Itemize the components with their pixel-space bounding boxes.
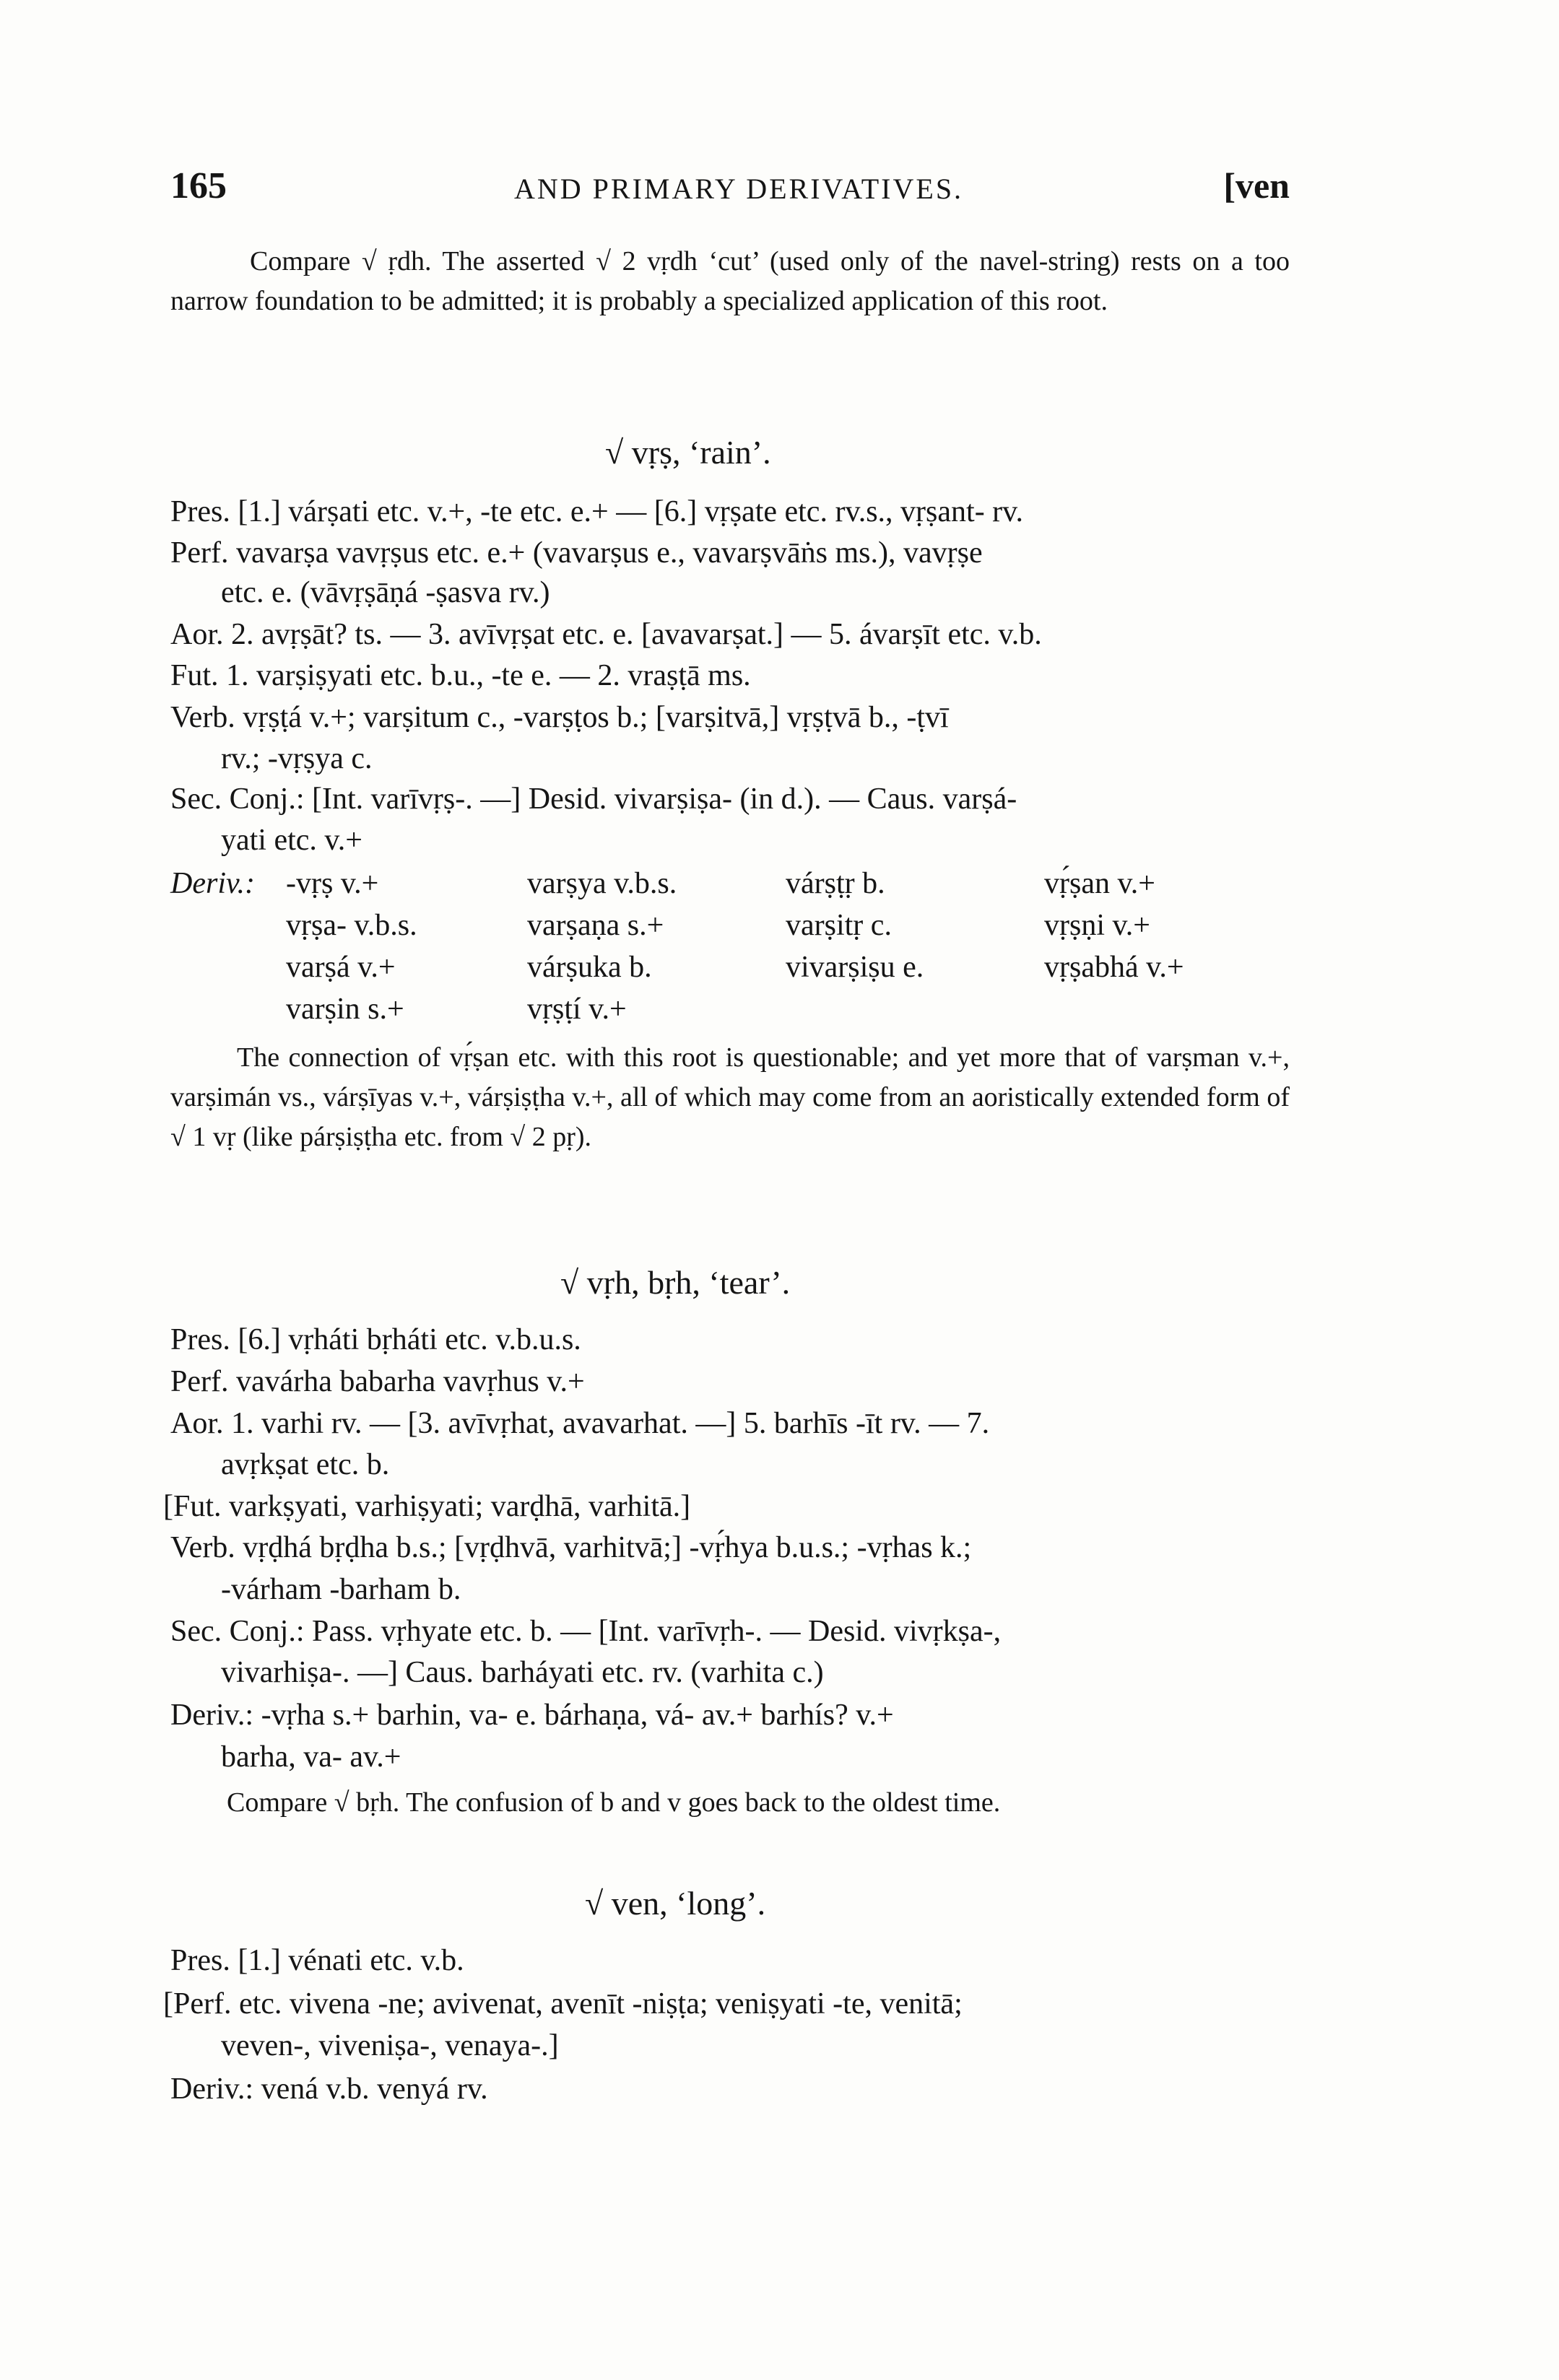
vrs-aorist: Aor. 2. avṛṣāt? ts. — 3. avīvṛṣat etc. e. [avavarṣat.] — 5. ávarṣīt etc. v.b.: [170, 618, 1042, 651]
vrh-future: [Fut. varkṣyati, varhiṣyati; varḍhā, varhitā.]: [163, 1490, 691, 1523]
ven-perfect-cont: veven-, viveniṣa-, venaya-.]: [221, 2029, 559, 2062]
running-headword: [ven: [1223, 165, 1290, 206]
deriv-cell: varṣaṇa s.+: [527, 909, 664, 942]
deriv-cell: -vṛṣ v.+: [286, 867, 379, 900]
vrh-aorist: Aor. 1. varhi rv. — [3. avīvṛhat, avavarhat. —] 5. barhīs -īt rv. — 7.: [170, 1407, 990, 1440]
deriv-cell: vṛṣṇi v.+: [1044, 909, 1150, 942]
deriv-cell: vṛṣabhá v.+: [1044, 951, 1184, 984]
deriv-cell: várṣuka b.: [527, 951, 652, 984]
deriv-cell: vṛṣa- v.b.s.: [286, 909, 417, 942]
vrs-note: The connection of vṛ́ṣan etc. with this root is questionable; and yet more that of varṣman v.+, varṣimán vs., várṣīyas v.+, várṣiṣṭha v.+, all of which may come from an aoristically extended form of √ 1 vṛ (like párṣiṣṭha etc. from √ 2 pṛ).: [170, 1042, 1290, 1152]
vrh-present: Pres. [6.] vṛháti bṛháti etc. v.b.u.s.: [170, 1323, 581, 1356]
vrh-secondary-cont: vivarhiṣa-. —] Caus. barháyati etc. rv. (varhita c.): [221, 1656, 824, 1689]
vrs-deriv-label: Deriv.:: [170, 867, 255, 900]
deriv-cell: varṣitṛ c.: [786, 909, 892, 942]
deriv-cell: varṣya v.b.s.: [527, 867, 677, 900]
vrs-perfect: Perf. vavarṣa vavṛṣus etc. e.+ (vavarṣus e., vavarṣvāṅs ms.), vavṛṣe: [170, 536, 983, 570]
ven-perfect: [Perf. etc. vivena -ne; avivenat, avenīt -niṣṭa; veniṣyati -te, venitā;: [163, 1987, 963, 2021]
ven-present: Pres. [1.] vénati etc. v.b.: [170, 1944, 464, 1977]
vrh-derivatives-cont: barha, va- av.+: [221, 1740, 401, 1774]
vrs-verbal-cont: rv.; -vṛṣya c.: [221, 742, 373, 775]
running-title: AND PRIMARY DERIVATIVES.: [514, 173, 964, 205]
deriv-cell: vṛṣṭí v.+: [527, 993, 627, 1026]
page-number: 165: [170, 165, 227, 206]
vrh-derivatives: Deriv.: -vṛha s.+ barhin, va- e. bárhaṇa, vá- av.+ barhís? v.+: [170, 1699, 894, 1732]
intro-paragraph: Compare √ ṛdh. The asserted √ 2 vṛdh ‘cut’ (used only of the navel-string) rests on a too narrow foundation to be admitted; it is probably a specialized application of this root.: [170, 246, 1290, 316]
vrh-verbal: Verb. vṛḍhá bṛḍha b.s.; [vṛḍhvā, varhitvā;] -vṛ́hya b.u.s.; -vṛhas k.;: [170, 1531, 972, 1564]
vrs-perfect-cont: etc. e. (vāvṛṣāṇá -ṣasva rv.): [221, 576, 550, 609]
vrh-verbal-cont: -várham -barham b.: [221, 1573, 461, 1606]
deriv-cell: vivarṣiṣu e.: [786, 951, 924, 984]
vrs-verbal: Verb. vṛṣṭá v.+; varṣitum c., -varṣṭos b.; [varṣitvā,] vṛṣṭvā b., -ṭvī: [170, 701, 949, 734]
vrs-present: Pres. [1.] várṣati etc. v.+, -te etc. e.+ — [6.] vṛṣate etc. rv.s., vṛṣant- rv.: [170, 495, 1023, 528]
section-title-vrh: √ vṛh, bṛh, ‘tear’.: [560, 1264, 791, 1301]
vrs-future: Fut. 1. varṣiṣyati etc. b.u., -te e. — 2. vraṣṭā ms.: [170, 659, 751, 692]
deriv-cell: vṛ́ṣan v.+: [1044, 867, 1155, 900]
vrh-perfect: Perf. vavárha babarha vavṛhus v.+: [170, 1365, 585, 1398]
vrs-secondary: Sec. Conj.: [Int. varīvṛṣ-. —] Desid. vivarṣiṣa- (in d.). — Caus. varṣá-: [170, 783, 1017, 816]
deriv-cell: várṣṭṛ b.: [786, 867, 885, 900]
ven-derivatives: Deriv.: vená v.b. venyá rv.: [170, 2072, 488, 2106]
vrh-compare: Compare √ bṛh. The confusion of b and v goes back to the oldest time.: [227, 1787, 1001, 1818]
vrh-secondary: Sec. Conj.: Pass. vṛhyate etc. b. — [Int. varīvṛh-. — Desid. vivṛkṣa-,: [170, 1615, 1002, 1648]
deriv-cell: varṣá v.+: [286, 951, 396, 984]
vrs-secondary-cont: yati etc. v.+: [221, 824, 362, 857]
page-header: [170, 165, 1290, 215]
section-title-vrs: √ vṛṣ, ‘rain’.: [605, 434, 771, 471]
section-title-ven: √ ven, ‘long’.: [585, 1885, 766, 1922]
deriv-cell: varṣin s.+: [286, 993, 404, 1026]
vrh-aorist-cont: avṛkṣat etc. b.: [221, 1448, 390, 1481]
